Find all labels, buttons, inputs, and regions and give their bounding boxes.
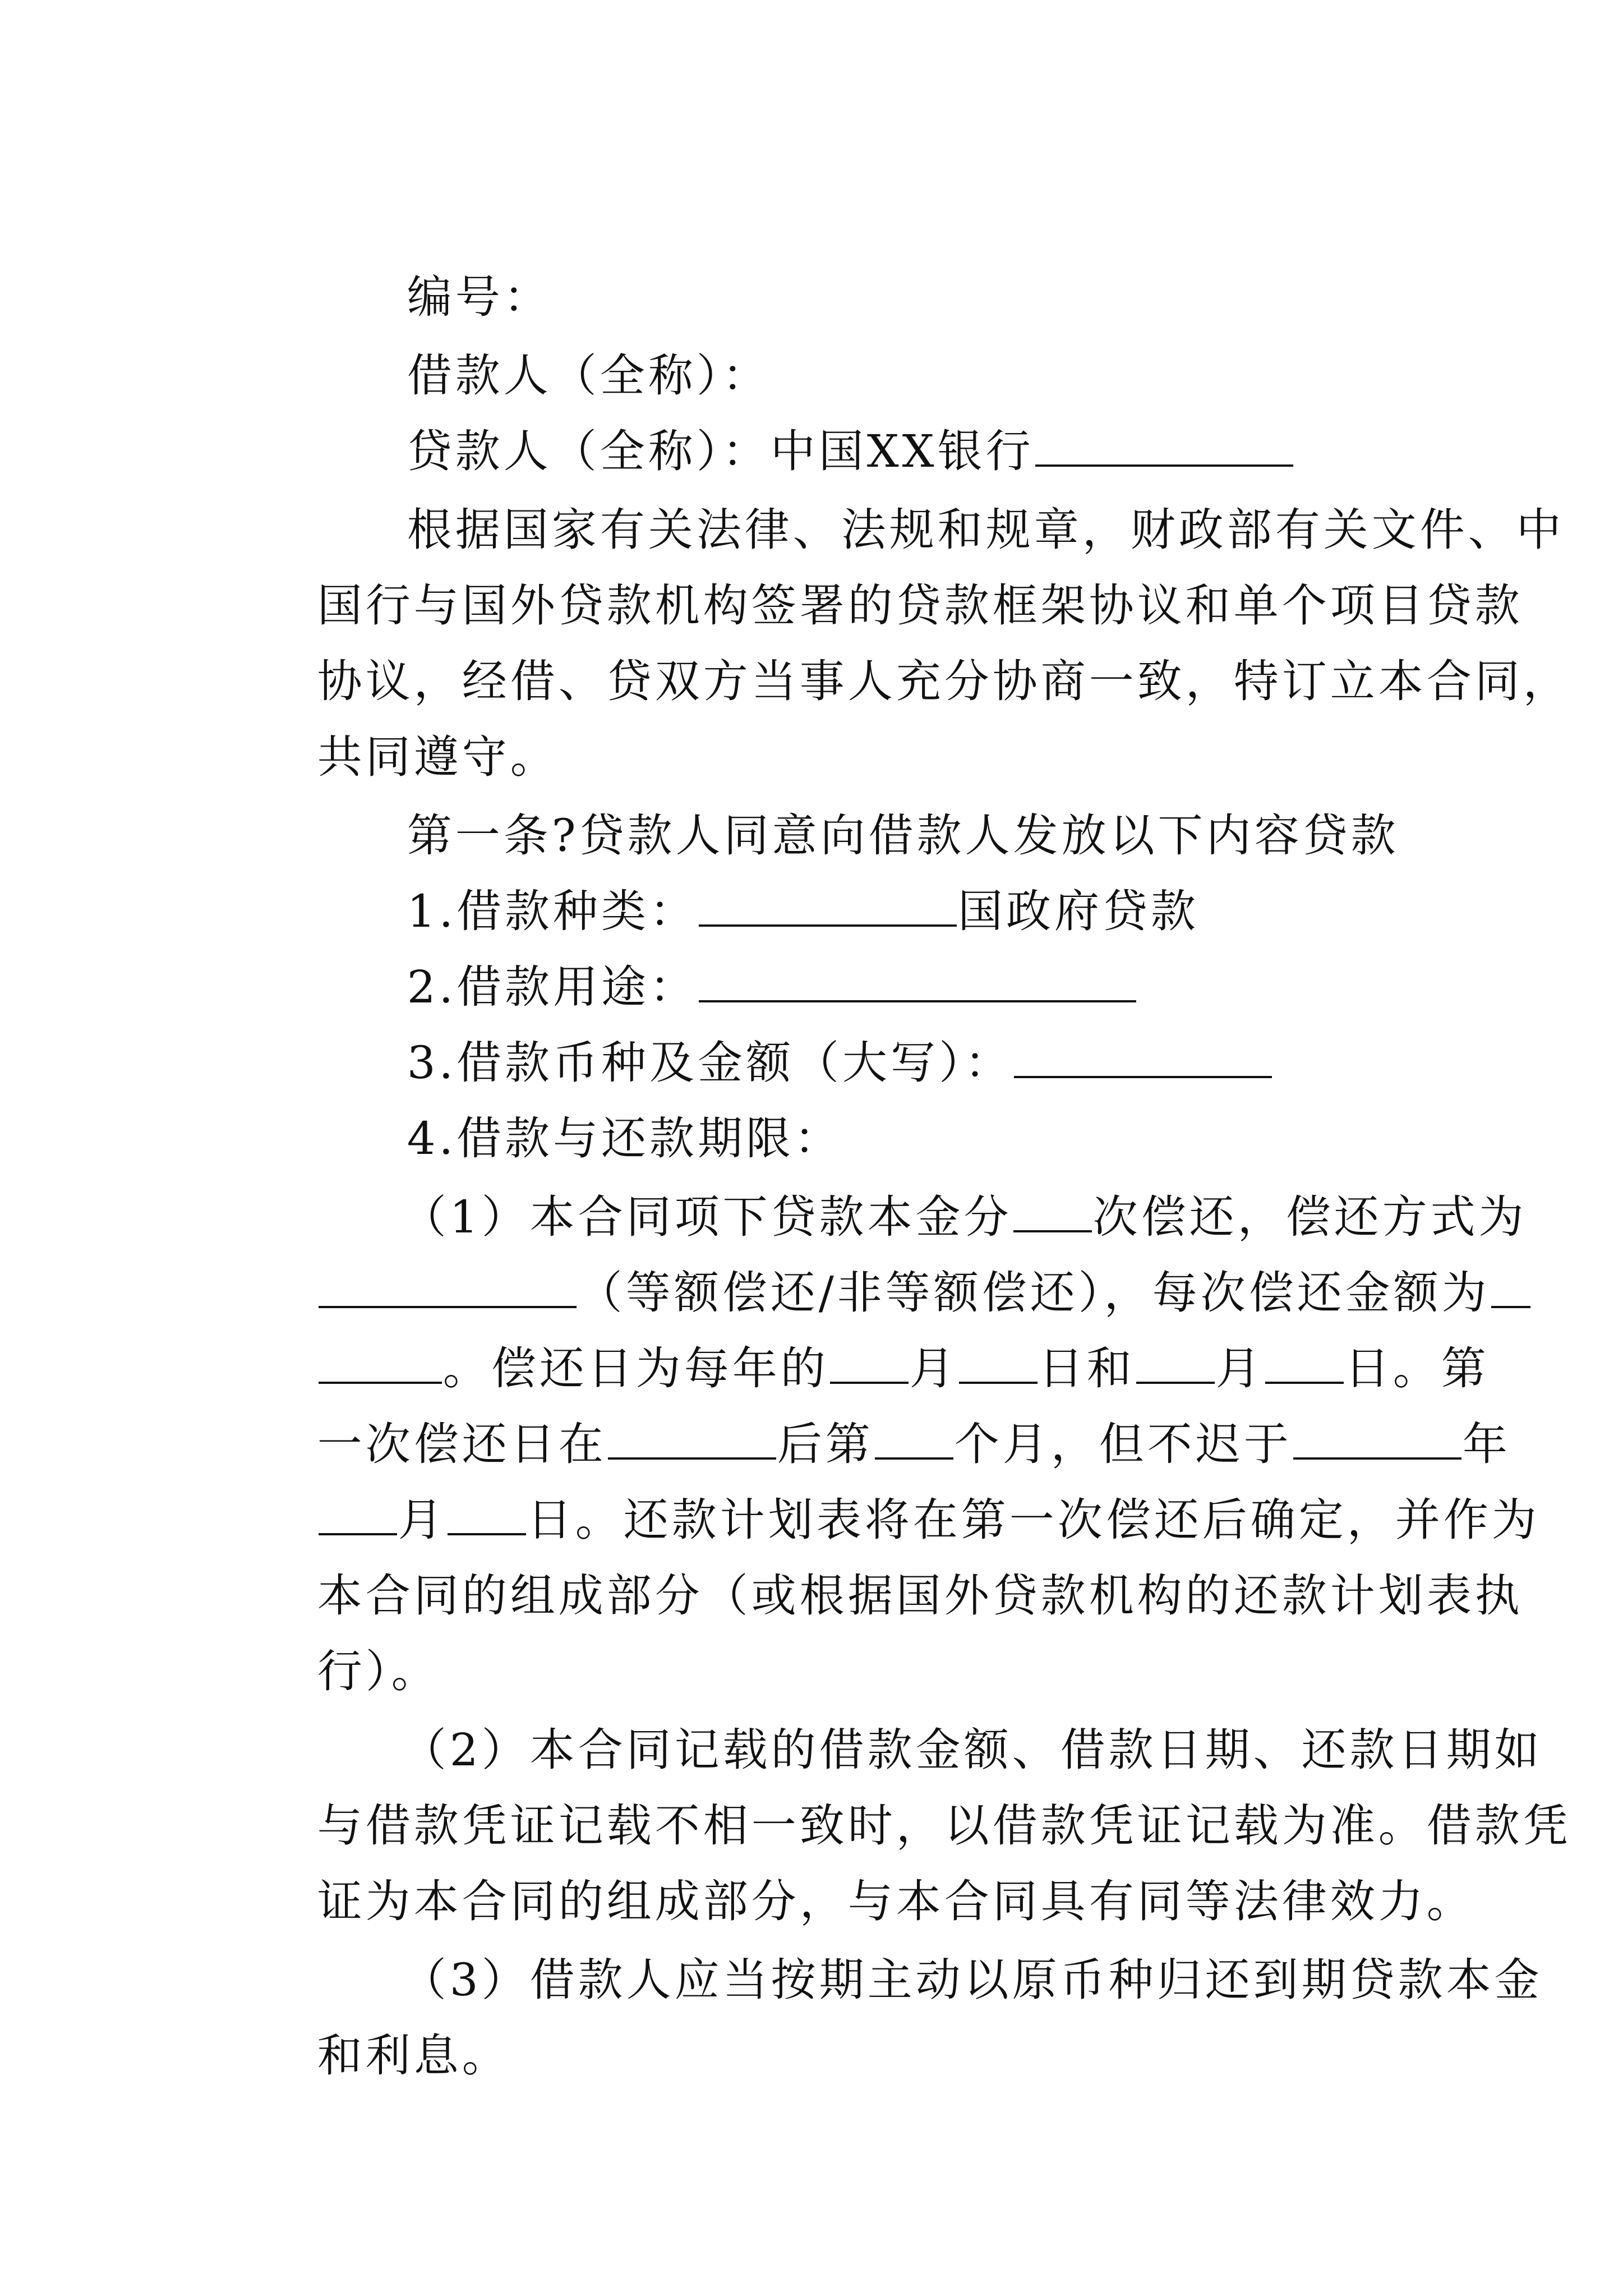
preamble-text: 协议，经借、贷双方当事人充分协商一致，特订立本合同， [317, 655, 1571, 707]
clause-text: 日。还款计划表将在第一次偿还后确定，并作为 [527, 1494, 1540, 1546]
item-4-label: 4.借款与还款期限： [407, 1112, 843, 1165]
clause-1-line-4 [0, 1360, 1623, 1470]
item-1-label: 1.借款种类： [407, 885, 698, 937]
clause-text: 月 [909, 1342, 958, 1395]
clause-1-line-5 [0, 1436, 1623, 1546]
item-4-line [0, 1055, 1623, 1165]
preamble-line-4 [0, 673, 1623, 783]
clause-text: 和利息。 [317, 2030, 510, 2082]
clause-text: （1）本合同项下贷款本金分 [401, 1191, 1012, 1243]
borrower-label: 借款人（全称）： [407, 349, 771, 402]
article-1-text: 第一条?贷款人同意向借款人发放以下内容贷款 [407, 809, 1399, 862]
preamble-line-3 [0, 597, 1623, 707]
clause-text: 次偿还，偿还方式为 [1092, 1191, 1527, 1243]
preamble-text: 根据国家有关法律、法规和规章，财政部有关文件、中 [407, 504, 1565, 556]
clause-text: 月 [398, 1494, 446, 1546]
clause-text: 个月，但不迟于 [954, 1418, 1292, 1470]
clause-text: 一次偿还日在 [317, 1418, 607, 1470]
preamble-line-2 [0, 522, 1623, 632]
item-2-label: 2.借款用途： [407, 961, 698, 1013]
preamble-line-1 [0, 446, 1623, 556]
clause-text: 与借款凭证记载不相一致时，以借款凭证记载为准。借款凭 [317, 1800, 1571, 1852]
clause-text: 日。第 [1344, 1342, 1490, 1395]
clause-text: 年 [1462, 1418, 1511, 1470]
item-1-suffix: 国政府贷款 [958, 885, 1200, 937]
preamble-text: 共同遵守。 [317, 731, 559, 783]
contract-number-label: 编号： [407, 271, 552, 323]
clause-text: （3）借款人应当按期主动以原币种归还到期贷款本金 [401, 1954, 1543, 2006]
clause-text: 日和 [1038, 1342, 1135, 1395]
clause-text: 后第 [777, 1418, 874, 1470]
clause-3-line-2 [0, 1972, 1623, 2082]
clause-text: （2）本合同记载的借款金额、借款日期、还款日期如 [401, 1724, 1543, 1776]
article-1-heading [0, 752, 1623, 862]
clause-text: （等额偿还/非等额偿还），每次偿还金额为 [577, 1267, 1490, 1319]
clause-1-line-2 [0, 1209, 1623, 1319]
item-2-line [0, 903, 1623, 1013]
preamble-text: 国行与国外贷款机构签署的贷款框架协议和单个项目贷款 [317, 579, 1523, 632]
clause-text: 本合同的组成部分（或根据国外贷款机构的还款计划表执 [317, 1570, 1523, 1622]
clause-3-line-1 [0, 1896, 1623, 2006]
clause-1-line-3 [0, 1285, 1623, 1395]
clause-1-line-6 [0, 1512, 1623, 1622]
clause-2-line-3 [0, 1818, 1623, 1927]
clause-2-line-2 [0, 1742, 1623, 1852]
lender-line [0, 367, 1623, 477]
borrower-line [0, 292, 1623, 402]
clause-text: 。偿还日为每年的 [442, 1342, 829, 1395]
contract-number-line [0, 213, 1623, 323]
clause-text: 月 [1215, 1342, 1264, 1395]
clause-text: 行）。 [317, 1645, 440, 1697]
clause-text: 证为本合同的组成部分，与本合同具有同等法律效力。 [317, 1875, 1475, 1927]
lender-label: 贷款人（全称）：中国XX银行 [407, 425, 1034, 477]
item-3-label: 3.借款币种及金额（大写）： [407, 1037, 1013, 1089]
item-3-line [0, 979, 1623, 1089]
item-1-line [0, 827, 1623, 937]
clause-1-line-7 [0, 1588, 1623, 1697]
clause-1-line-1 [0, 1133, 1623, 1243]
clause-2-line-1 [0, 1666, 1623, 1776]
